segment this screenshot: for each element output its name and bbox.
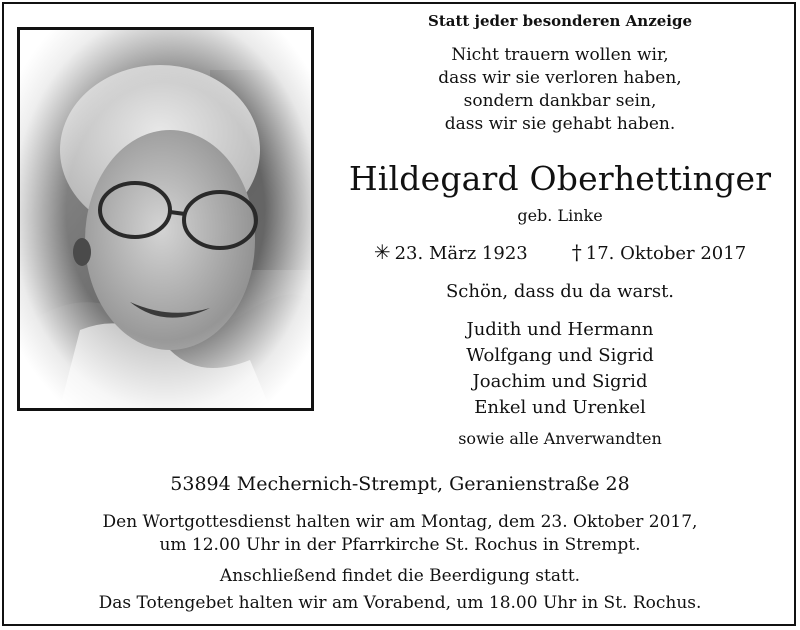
family-member: Wolfgang und Sigrid <box>466 345 654 366</box>
death-date-group <box>572 240 746 264</box>
family-member: Enkel und Urenkel <box>474 397 646 418</box>
service-line: Den Wortgottesdienst halten wir am Montag, dem 23. Oktober 2017, <box>102 512 698 532</box>
poem <box>320 44 800 136</box>
relatives-line: sowie alle Anverwandten <box>458 429 662 448</box>
birth-date: 23. März 1923 <box>394 243 528 264</box>
portrait-photo <box>17 27 314 411</box>
burial-info: Anschließend findet die Beerdigung statt. <box>219 566 581 586</box>
death-cross-icon: † <box>571 240 582 264</box>
deceased-name: Hildegard Oberhettinger <box>348 159 772 198</box>
life-dates <box>330 240 790 264</box>
portrait-image <box>20 30 311 408</box>
farewell-saying: Schön, dass du da warst. <box>445 281 675 302</box>
poem-line: dass wir sie gehabt haben. <box>444 114 676 134</box>
family-member: Judith und Hermann <box>466 319 654 340</box>
family-list <box>320 317 800 421</box>
prayer-info: Das Totengebet halten wir am Vorabend, um 18.00 Uhr in St. Rochus. <box>98 593 702 613</box>
poem-line: dass wir sie verloren haben, <box>438 68 682 88</box>
service-info <box>0 511 800 557</box>
address: 53894 Mechernich-Strempt, Geranienstraße 28 <box>170 473 630 495</box>
poem-line: sondern dankbar sein, <box>463 91 657 111</box>
death-date: 17. Oktober 2017 <box>585 243 747 264</box>
birth-star-icon: ✳ <box>373 240 391 264</box>
poem-line: Nicht trauern wollen wir, <box>451 45 669 65</box>
maiden-name: geb. Linke <box>517 206 603 225</box>
notice-heading: Statt jeder besonderen Anzeige <box>427 12 693 30</box>
service-line: um 12.00 Uhr in der Pfarrkirche St. Rochus in Strempt. <box>159 535 641 555</box>
birth-date-group <box>374 240 528 264</box>
family-member: Joachim und Sigrid <box>472 371 648 392</box>
